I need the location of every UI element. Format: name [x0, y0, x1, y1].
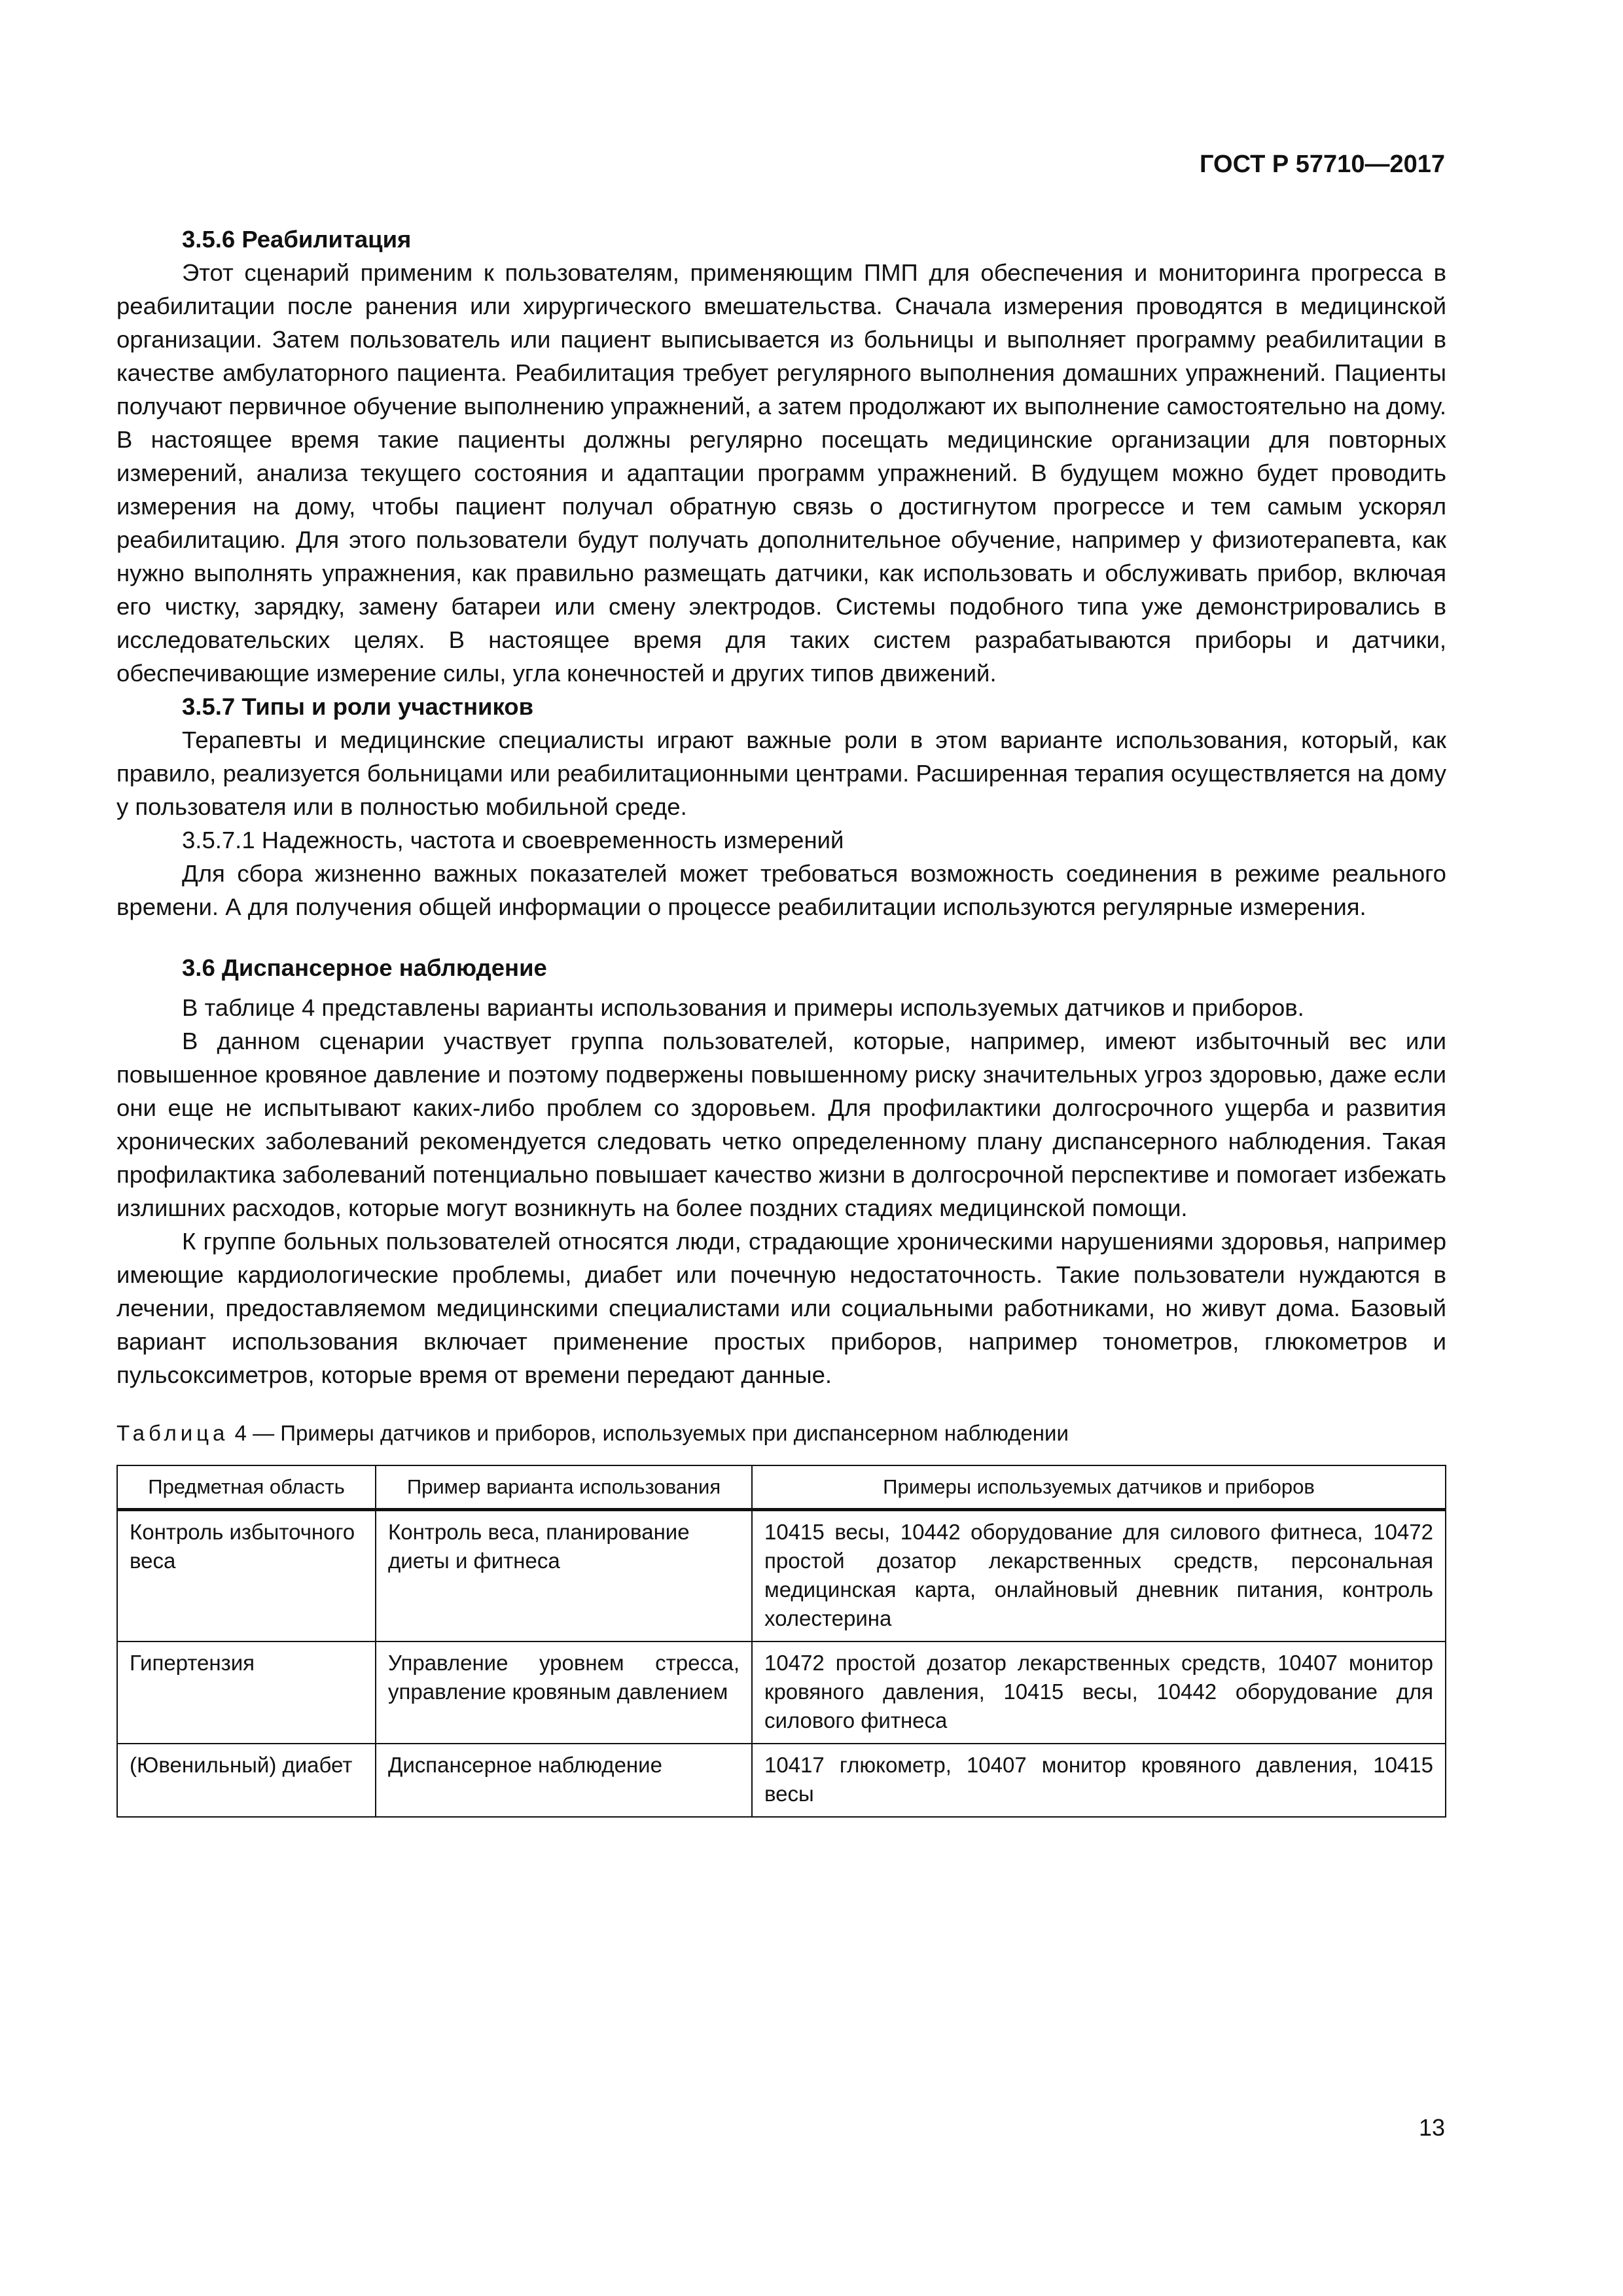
table-caption	[116, 1419, 1446, 1448]
page-content	[116, 223, 1446, 1818]
table-cell: Гипертензия	[117, 1641, 376, 1744]
table-header-cell: Пример варианта использования	[376, 1465, 752, 1510]
table-header-cell: Предметная область	[117, 1465, 376, 1510]
page-number: 13	[1418, 2114, 1445, 2141]
section-3-6-paragraph-2: В данном сценарии участвует группа пользователей, которые, например, имеют избыточный вес или повышенное кровяное давление и поэтому подвержены повышенному риску значительных угроз здоровью, даже если они еще не испытывают каких-либо проблем со здоровьем. Для профилактики долгосрочного ущерба и развития хронических заболеваний рекомендуется следовать четко определенному плану диспансерного наблюдения. Такая профилактика заболеваний потенциально повышает качество жизни в долгосрочной перспективе и помогает избежать излишних расходов, которые могут возникнуть на более поздних стадиях медицинской помощи.	[116, 1028, 1446, 1221]
section-3-5-7-title: 3.5.7 Типы и роли участников	[182, 693, 534, 720]
table-row	[117, 1641, 1446, 1744]
table-cell: Управление уровнем стресса, управление кровяным давлением	[376, 1641, 752, 1744]
table-cell: Контроль избыточного веса	[117, 1510, 376, 1642]
section-3-5-6-title: 3.5.6 Реабилитация	[182, 226, 412, 253]
table-cell: 10415 весы, 10442 оборудование для силового фитнеса, 10472 простой дозатор лекарственных средств, персональная медицинская карта, онлайновый дневник питания, контроль холестерина	[752, 1510, 1446, 1642]
table-cell: 10417 глюкометр, 10407 монитор кровяного давления, 10415 весы	[752, 1744, 1446, 1817]
table-caption-label: Таблица	[116, 1421, 229, 1445]
table-cell: (Ювенильный) диабет	[117, 1744, 376, 1817]
section-3-5-7-1-text: Для сбора жизненно важных показателей может требоваться возможность соединения в режиме реального времени. А для получения общей информации о процессе реабилитации используются регулярные измерения.	[116, 860, 1446, 920]
section-3-6-paragraph-3: К группе больных пользователей относятся люди, страдающие хроническими нарушениями здоровья, например имеющие кардиологические проблемы, диабет или почечную недостаточность. Такие пользователи нуждаются в лечении, предоставляемом медицинскими специалистами или социальными работниками, но живут дома. Базовый вариант использования включает применение простых приборов, например тонометров, глюкометров и пульсоксиметров, которые время от времени передают данные.	[116, 1228, 1446, 1388]
section-3-5-6-text: Этот сценарий применим к пользователям, применяющим ПМП для обеспечения и мониторинга прогресса в реабилитации после ранения или хирургического вмешательства. Сначала измерения проводятся в медицинской организации. Затем пользователь или пациент выписывается из больницы и выполняет программу реабилитации в качестве амбулаторного пациента. Реабилитация требует регулярного выполнения домашних упражнений. Пациенты получают первичное обучение выполнению упражнений, а затем продолжают их выполнение самостоятельно на дому. В настоящее время такие пациенты должны регулярно посещать медицинские организации для повторных измерений, анализа текущего состояния и адаптации программ упражнений. В будущем можно будет проводить измерения на дому, чтобы пациент получал обратную связь о достигнутом прогрессе и тем самым ускорял реабилитацию. Для этого пользователи будут получать дополнительное обучение, например у физиотерапевта, как нужно выполнять упражнения, как правильно размещать датчики, как использовать и обслуживать прибор, включая его чистку, зарядку, замену батареи или смену электродов. Системы подобного типа уже демонстрировались в исследовательских целях. В настоящее время для таких систем разрабатываются приборы и датчики, обеспечивающие измерение силы, угла конечностей и других типов движений.	[116, 259, 1447, 687]
section-3-6-paragraph-1: В таблице 4 представлены варианты использования и примеры используемых датчиков и приборов.	[182, 994, 1304, 1021]
section-3-5-7-1-title: 3.5.7.1 Надежность, частота и своевременность измерений	[182, 827, 844, 853]
table-header-cell: Примеры используемых датчиков и приборов	[752, 1465, 1446, 1510]
document-header: ГОСТ Р 57710—2017	[1200, 151, 1445, 178]
table-cell: Контроль веса, планирование диеты и фитнеса	[376, 1510, 752, 1642]
table-cell: Диспансерное наблюдение	[376, 1744, 752, 1817]
table-cell: 10472 простой дозатор лекарственных средств, 10407 монитор кровяного давления, 10415 весы, 10442 оборудование для силового фитнеса	[752, 1641, 1446, 1744]
table-row	[117, 1510, 1446, 1642]
table-caption-text: 4 — Примеры датчиков и приборов, используемых при диспансерном наблюдении	[234, 1421, 1069, 1445]
table-header-row	[117, 1465, 1446, 1510]
table-4	[116, 1465, 1446, 1818]
section-3-6-title: 3.6 Диспансерное наблюдение	[182, 954, 547, 981]
table-row	[117, 1744, 1446, 1817]
section-3-5-7-text: Терапевты и медицинские специалисты играют важные роли в этом варианте использования, который, как правило, реализуется больницами или реабилитационными центрами. Расширенная терапия осуществляется на дому у пользователя или в полностью мобильной среде.	[116, 726, 1446, 820]
